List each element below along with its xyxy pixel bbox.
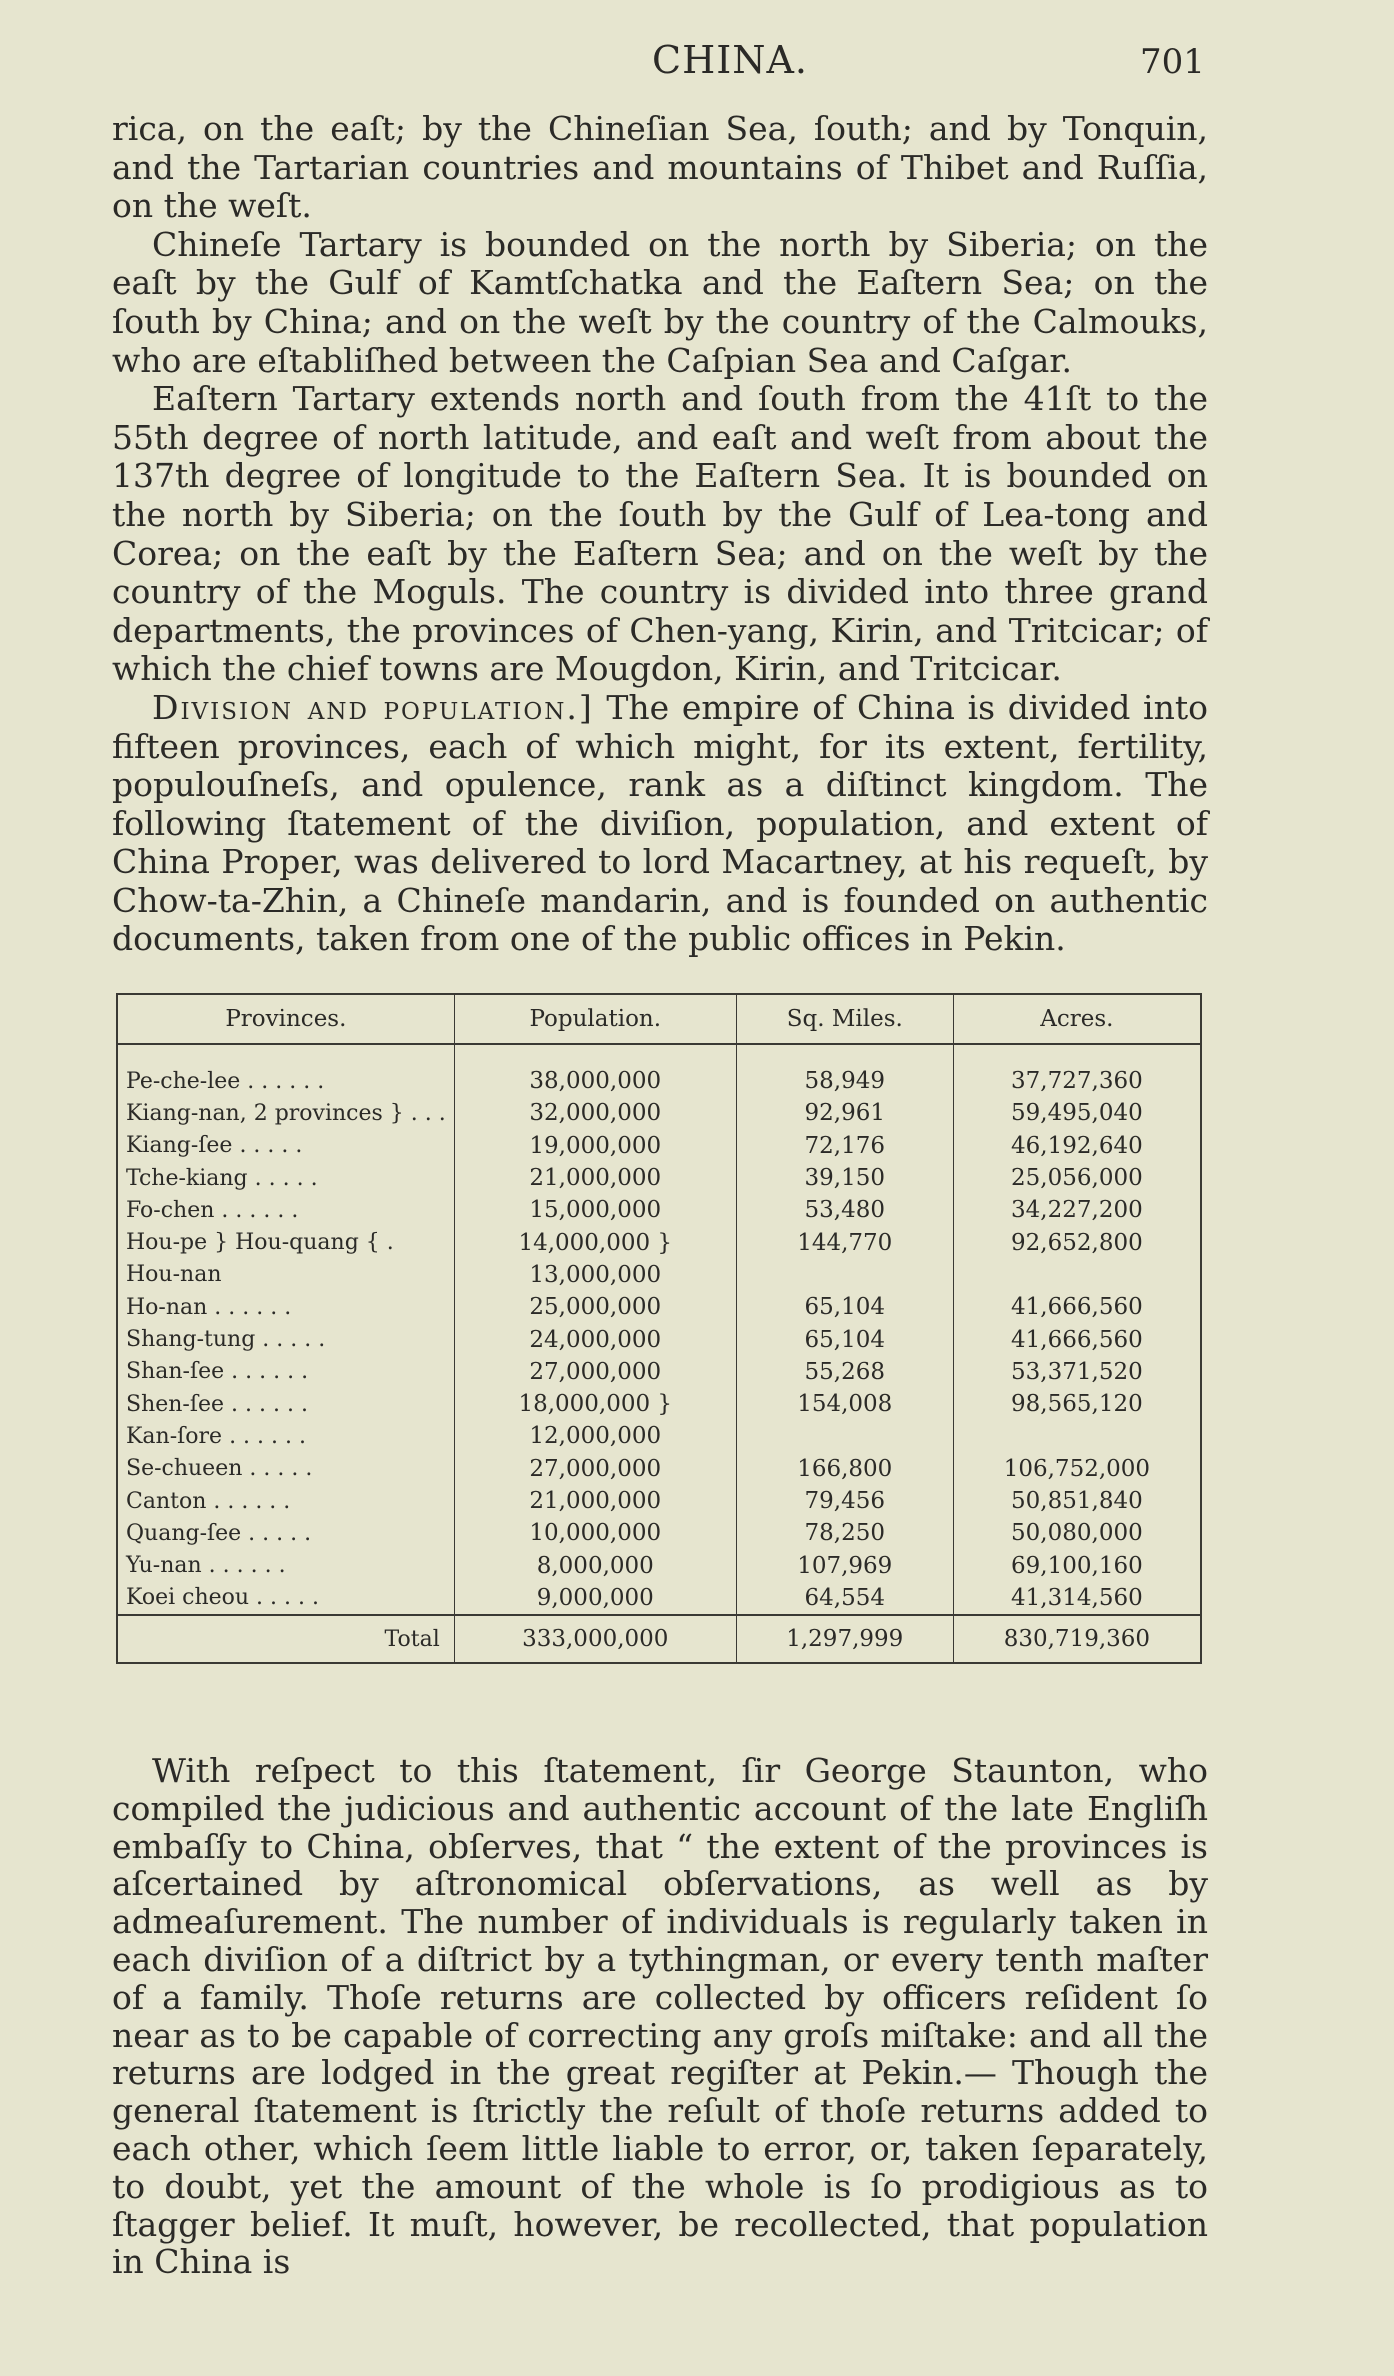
population-cell: 18,000,000 } xyxy=(454,1388,736,1420)
population-cell: 8,000,000 xyxy=(454,1549,736,1581)
sq-miles-cell: 65,104 xyxy=(736,1323,953,1355)
province-cell: Pe-che-lee . . . . . . xyxy=(126,1068,325,1094)
acres-cell: 92,652,800 xyxy=(953,1226,1201,1258)
table-row xyxy=(117,1453,1201,1485)
paragraph xyxy=(112,689,1208,959)
sq-miles-cell: 64,554 xyxy=(736,1582,953,1615)
table-row xyxy=(117,1130,1201,1162)
total-population: 333,000,000 xyxy=(454,1615,736,1663)
acres-cell: 53,371,520 xyxy=(953,1356,1201,1388)
col-header-population: Population. xyxy=(454,994,736,1044)
province-cell: Shan-ſee . . . . . . xyxy=(126,1359,309,1385)
paragraph-text: The empire of China is divided into fifteen provinces, each of which might, for its extent, fertility, populouſneſs, and opulence, rank as a diſtinct kingdom. The following ſtatement of the diviſion, population, and extent of China Proper, was delivered to lord Macartney, at his requeſt, by Chow-ta-Zhin, a Chineſe mandarin, and is founded on authentic documents, taken from one of the public offices in Pekin. xyxy=(112,687,1208,959)
acres-cell: 59,495,040 xyxy=(953,1097,1201,1129)
table-row xyxy=(117,1259,1201,1291)
sq-miles-cell: 107,969 xyxy=(736,1549,953,1581)
paragraph-text: Chineſe Tartary is bounded on the north by Siberia; on the eaſt by the Gulf of Kamtſchatka and the Eaſtern Sea; on the ſouth by China; and on the weſt by the country of the Calmouks, who are eſtabliſhed between the Caſpian Sea and Caſgar. xyxy=(112,224,1208,380)
acres-cell: 98,565,120 xyxy=(953,1388,1201,1420)
sq-miles-cell: 154,008 xyxy=(736,1388,953,1420)
total-sq-miles: 1,297,999 xyxy=(736,1615,953,1663)
table-row xyxy=(117,1194,1201,1226)
paragraph-text: rica, on the eaſt; by the Chineſian Sea, ſouth; and by Tonquin, and the Tartarian countries and mountains of Thibet and Ruſſia, on the weſt. xyxy=(112,109,1208,226)
sq-miles-cell: 58,949 xyxy=(736,1044,953,1097)
sq-miles-cell: 53,480 xyxy=(736,1194,953,1226)
province-cell: Shen-ſee . . . . . . xyxy=(126,1391,308,1417)
table-row xyxy=(117,1549,1201,1581)
acres-cell: 50,851,840 xyxy=(953,1485,1201,1517)
sq-miles-cell: 78,250 xyxy=(736,1517,953,1549)
sq-miles-cell: 166,800 xyxy=(736,1453,953,1485)
sq-miles-cell: 55,268 xyxy=(736,1356,953,1388)
acres-cell xyxy=(953,1420,1201,1452)
paragraph xyxy=(112,226,1208,380)
province-cell: Kiang-ſee . . . . . xyxy=(126,1133,303,1159)
province-cell: Se-chueen . . . . . xyxy=(126,1456,313,1482)
population-cell: 12,000,000 xyxy=(454,1420,736,1452)
population-cell: 27,000,000 xyxy=(454,1453,736,1485)
population-cell: 21,000,000 xyxy=(454,1162,736,1194)
population-cell: 19,000,000 xyxy=(454,1130,736,1162)
col-header-acres: Acres. xyxy=(953,994,1201,1044)
sq-miles-cell xyxy=(736,1420,953,1452)
acres-cell: 46,192,640 xyxy=(953,1130,1201,1162)
table-row xyxy=(117,1162,1201,1194)
population-cell: 25,000,000 xyxy=(454,1291,736,1323)
total-label: Total xyxy=(117,1615,454,1663)
acres-cell: 50,080,000 xyxy=(953,1517,1201,1549)
province-cell: Kiang-nan, 2 provinces } . . . xyxy=(126,1100,446,1126)
province-cell: Fo-chen . . . . . . xyxy=(126,1197,299,1223)
running-title: CHINA. xyxy=(652,38,808,82)
population-cell: 27,000,000 xyxy=(454,1356,736,1388)
province-cell: Ho-nan . . . . . . xyxy=(126,1294,292,1320)
acres-cell: 34,227,200 xyxy=(953,1194,1201,1226)
table-row xyxy=(117,1517,1201,1549)
table-row xyxy=(117,1226,1201,1258)
province-cell: Hou-nan xyxy=(126,1262,222,1288)
acres-cell xyxy=(953,1259,1201,1291)
col-header-sq-miles: Sq. Miles. xyxy=(736,994,953,1044)
col-header-provinces: Provinces. xyxy=(117,994,454,1044)
province-cell: Shang-tung . . . . . xyxy=(126,1327,326,1353)
table-header-row xyxy=(117,994,1201,1044)
acres-cell: 41,314,560 xyxy=(953,1582,1201,1615)
table-row xyxy=(117,1323,1201,1355)
population-table xyxy=(116,993,1202,1713)
province-cell: Quang-ſee . . . . . xyxy=(126,1520,312,1546)
population-cell: 15,000,000 xyxy=(454,1194,736,1226)
population-cell: 32,000,000 xyxy=(454,1097,736,1129)
closing-text xyxy=(112,1752,1208,2281)
acres-cell: 41,666,560 xyxy=(953,1291,1201,1323)
total-acres: 830,719,360 xyxy=(953,1615,1201,1663)
table-total-row xyxy=(117,1615,1201,1663)
population-cell: 13,000,000 xyxy=(454,1259,736,1291)
population-cell: 9,000,000 xyxy=(454,1582,736,1615)
population-cell: 14,000,000 } xyxy=(454,1226,736,1258)
sq-miles-cell: 72,176 xyxy=(736,1130,953,1162)
acres-cell: 41,666,560 xyxy=(953,1323,1201,1355)
table-row xyxy=(117,1420,1201,1452)
table-row xyxy=(117,1582,1201,1615)
sq-miles-cell xyxy=(736,1259,953,1291)
province-cell: Tche-kiang . . . . . xyxy=(126,1165,318,1191)
acres-cell: 25,056,000 xyxy=(953,1162,1201,1194)
table-row xyxy=(117,1485,1201,1517)
section-heading: Division and population.] xyxy=(152,687,594,727)
paragraph: With reſpect to this ſtatement, ſir George Staunton, who compiled the judicious and authentic account of the late Engliſh embaſſy to China, obſerves, that “ the extent of the provinces is aſcertained by aſtronomical obſervations, as well as by admeaſurement. The number of individuals is regularly taken in each diviſion of a diſtrict by a tythingman, or every tenth maſter of a family. Thoſe returns are collected by officers reſident ſo near as to be capable of correcting any groſs miſtake: and all the returns are lodged in the great regiſter at Pekin.— Though the general ſtatement is ſtrictly the reſult of thoſe returns added to each other, which ſeem little liable to error, or, taken ſeparately, to doubt, yet the amount of the whole is ſo prodigious as to ſtagger belief. It muſt, however, be recollected, that population in China is xyxy=(112,1751,1208,2282)
intro-text xyxy=(112,110,1208,959)
page-number: 701 xyxy=(1140,42,1205,82)
paragraph-text: Eaſtern Tartary extends north and ſouth from the 41ſt to the 55th degree of north latitude, and eaſt and weſt from about the 137th degree of longitude to the Eaſtern Sea. It is bounded on the north by Siberia; on the ſouth by the Gulf of Lea-tong and Corea; on the eaſt by the Eaſtern Sea; and on the weſt by the country of the Moguls. The country is divided into three grand departments, the provinces of Chen-yang, Kirin, and Tritcicar; of which the chief towns are Mougdon, Kirin, and Tritcicar. xyxy=(112,379,1208,689)
population-cell: 21,000,000 xyxy=(454,1485,736,1517)
paragraph xyxy=(112,110,1208,226)
province-cell: Hou-pe } Hou-quang { . xyxy=(126,1230,394,1256)
sq-miles-cell: 79,456 xyxy=(736,1485,953,1517)
sq-miles-cell: 144,770 xyxy=(736,1226,953,1258)
population-cell: 38,000,000 xyxy=(454,1044,736,1097)
table-row xyxy=(117,1097,1201,1129)
table-row xyxy=(117,1356,1201,1388)
table-row xyxy=(117,1388,1201,1420)
acres-cell: 37,727,360 xyxy=(953,1044,1201,1097)
running-head xyxy=(0,30,1394,90)
table-row xyxy=(117,1044,1201,1097)
acres-cell: 106,752,000 xyxy=(953,1453,1201,1485)
population-cell: 10,000,000 xyxy=(454,1517,736,1549)
table-row xyxy=(117,1291,1201,1323)
sq-miles-cell: 92,961 xyxy=(736,1097,953,1129)
population-cell: 24,000,000 xyxy=(454,1323,736,1355)
paragraph xyxy=(112,380,1208,689)
province-cell: Yu-nan . . . . . . xyxy=(126,1553,286,1579)
province-cell: Kan-ſore . . . . . . xyxy=(126,1423,306,1449)
sq-miles-cell: 65,104 xyxy=(736,1291,953,1323)
province-cell: Canton . . . . . . xyxy=(126,1488,291,1514)
acres-cell: 69,100,160 xyxy=(953,1549,1201,1581)
province-cell: Koei cheou . . . . . xyxy=(126,1585,319,1611)
sq-miles-cell: 39,150 xyxy=(736,1162,953,1194)
